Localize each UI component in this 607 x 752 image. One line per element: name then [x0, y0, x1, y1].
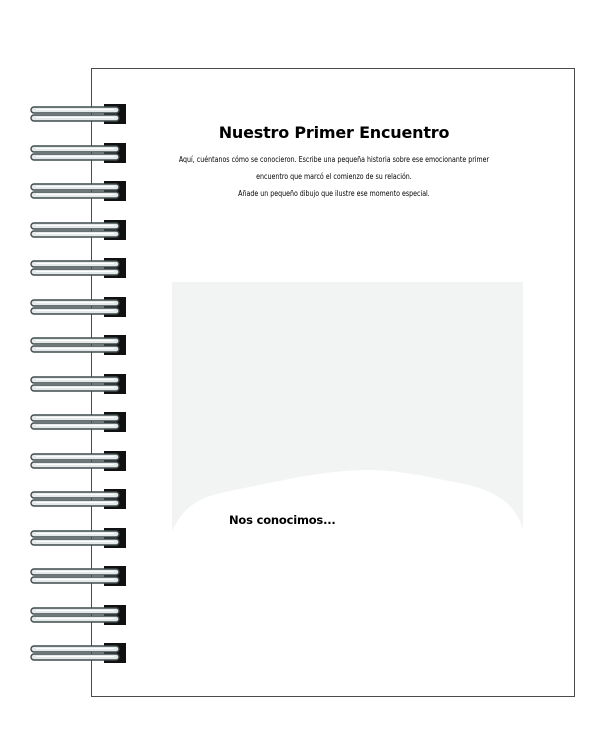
intro-text — [164, 151, 503, 202]
drawing-area[interactable] — [172, 282, 523, 532]
binding-ring — [30, 565, 126, 587]
page-title: Nuestro Primer Encuentro — [218, 123, 450, 142]
binding-ring — [30, 604, 126, 626]
notebook-page — [91, 68, 575, 697]
caption-text: Nos conocimos... — [229, 513, 336, 527]
binding-ring — [30, 180, 126, 202]
spiral-binding — [30, 100, 130, 670]
binding-ring — [30, 450, 126, 472]
binding-ring — [30, 142, 126, 164]
intro-line-2: encuentro que marcó el comienzo de su relación. — [256, 172, 412, 181]
binding-ring — [30, 334, 126, 356]
binding-ring — [30, 642, 126, 664]
binding-ring — [30, 296, 126, 318]
binding-ring — [30, 257, 126, 279]
binding-ring — [30, 488, 126, 510]
drawing-area-shape — [172, 282, 523, 532]
intro-line-3: Añade un pequeño dibujo que ilustre ese momento especial. — [238, 189, 430, 198]
binding-ring — [30, 219, 126, 241]
binding-ring — [30, 373, 126, 395]
binding-ring — [30, 527, 126, 549]
binding-ring — [30, 103, 126, 125]
binding-ring — [30, 411, 126, 433]
intro-line-1: Aquí, cuéntanos cómo se conocieron. Escribe una pequeña historia sobre ese emocionante primer — [178, 155, 490, 164]
